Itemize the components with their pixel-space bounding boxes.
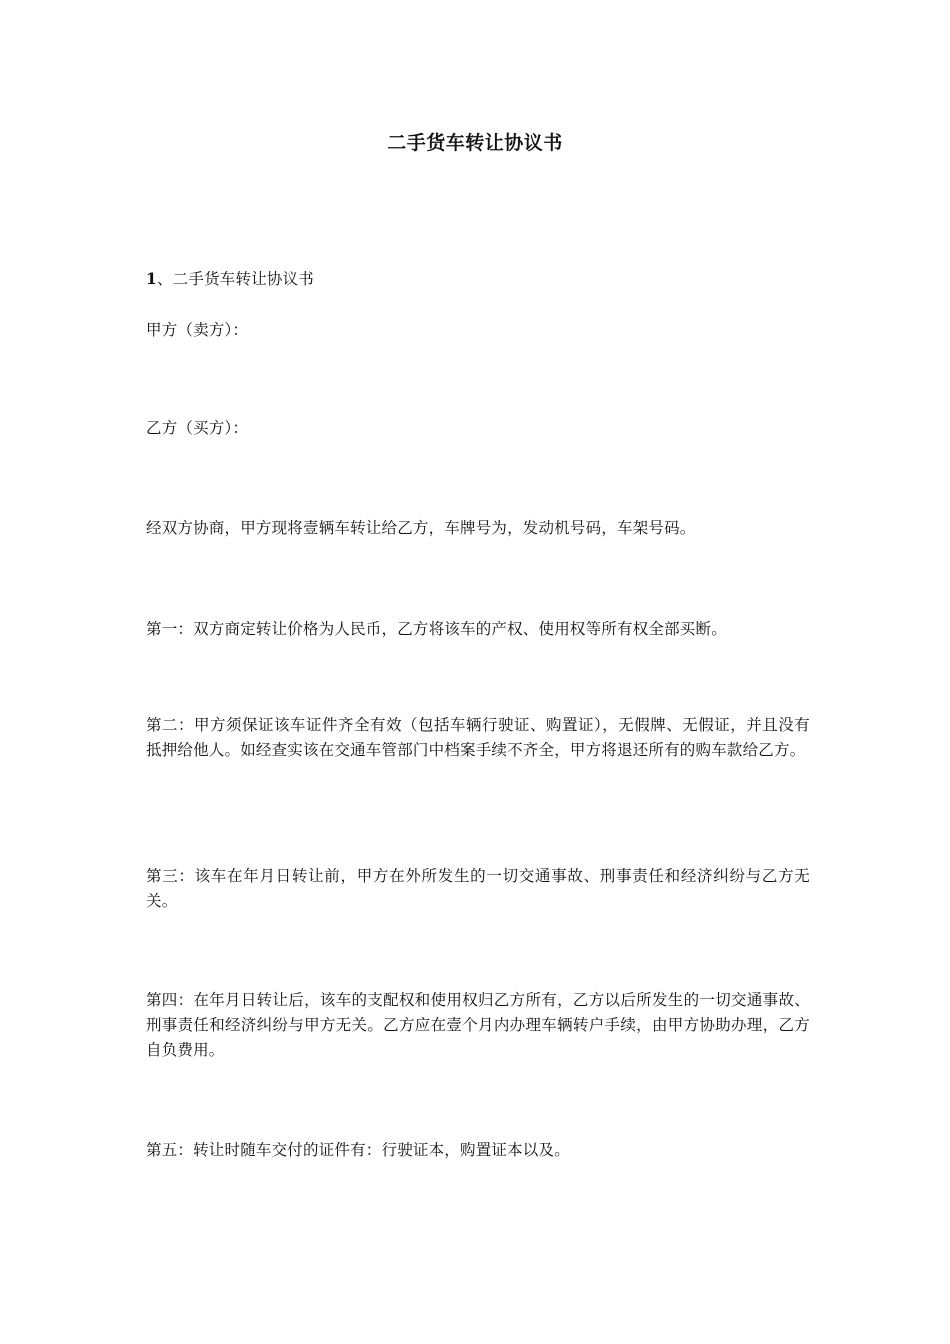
clause-4: 第四：在年月日转让后，该车的支配权和使用权归乙方所有，乙方以后所发生的一切交通事故、刑事责任和经济纠纷与甲方无关。乙方应在壹个月内办理车辆转户手续，由甲方协助办理，乙方自负费用。 xyxy=(146,991,810,1059)
party-b-line: 乙方（买方）： xyxy=(146,419,249,437)
section-heading xyxy=(146,266,810,292)
section-number: 1 xyxy=(146,269,157,288)
party-a-line: 甲方（卖方）： xyxy=(146,321,249,339)
clause-1: 第一：双方商定转让价格为人民币，乙方将该车的产权、使用权等所有权全部买断。 xyxy=(146,620,727,638)
section-title: 、二手货车转让协议书 xyxy=(157,270,315,288)
clause-2: 第二：甲方须保证该车证件齐全有效（包括车辆行驶证、购置证），无假牌、无假证，并且没有抵押给他人。如经查实该在交通车管部门中档案手续不齐全，甲方将退还所有的购车款给乙方。 xyxy=(146,716,810,759)
clause-5: 第五：转让时随车交付的证件有：行驶证本，购置证本以及。 xyxy=(146,1141,570,1159)
clause-3: 第三：该车在年月日转让前，甲方在外所发生的一切交通事故、刑事责任和经济纠纷与乙方无关。 xyxy=(146,867,810,910)
intro-paragraph: 经双方协商，甲方现将壹辆车转让给乙方，车牌号为，发动机号码，车架号码。 xyxy=(146,519,696,537)
document-title: 二手货车转让协议书 xyxy=(387,132,563,154)
